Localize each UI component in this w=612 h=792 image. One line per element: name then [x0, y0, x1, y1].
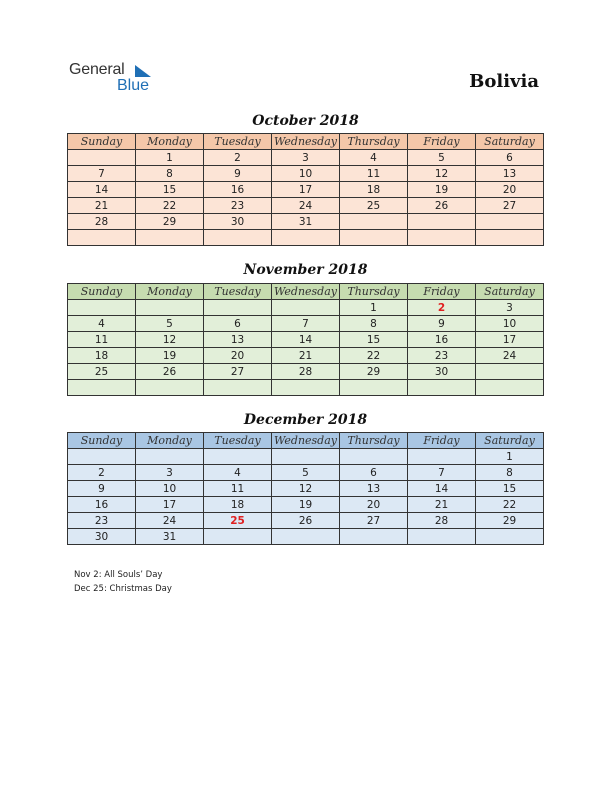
- day-cell: 15: [340, 332, 408, 348]
- empty-day-cell: [408, 214, 476, 230]
- day-cell: 6: [204, 316, 272, 332]
- weekday-header: Friday: [408, 284, 476, 300]
- weekday-header: Thursday: [340, 284, 408, 300]
- empty-day-cell: [136, 449, 204, 465]
- calendar-december: [67, 432, 544, 545]
- empty-day-cell: [204, 529, 272, 545]
- day-cell: 14: [272, 332, 340, 348]
- day-cell: 6: [340, 465, 408, 481]
- week-row: [68, 497, 544, 513]
- day-cell: 20: [476, 182, 544, 198]
- weekday-header: Tuesday: [204, 433, 272, 449]
- empty-day-cell: [408, 230, 476, 246]
- weekday-header-row: [68, 433, 544, 449]
- week-row: [68, 230, 544, 246]
- day-cell: 11: [204, 481, 272, 497]
- day-cell: 16: [204, 182, 272, 198]
- day-cell: 1: [476, 449, 544, 465]
- empty-day-cell: [136, 300, 204, 316]
- empty-day-cell: [340, 380, 408, 396]
- day-cell: 26: [136, 364, 204, 380]
- empty-day-cell: [340, 449, 408, 465]
- day-cell: 26: [408, 198, 476, 214]
- weekday-header: Friday: [408, 433, 476, 449]
- day-cell: 16: [408, 332, 476, 348]
- day-cell: 9: [68, 481, 136, 497]
- day-cell: 20: [340, 497, 408, 513]
- day-cell: 11: [340, 166, 408, 182]
- week-row: [68, 316, 544, 332]
- day-cell: 8: [340, 316, 408, 332]
- day-cell: 23: [68, 513, 136, 529]
- weekday-header: Monday: [136, 433, 204, 449]
- day-cell: 16: [68, 497, 136, 513]
- logo-word-general: General: [69, 61, 125, 78]
- day-cell: 17: [476, 332, 544, 348]
- weekday-header: Saturday: [476, 284, 544, 300]
- holiday-day-cell: 25: [204, 513, 272, 529]
- day-cell: 21: [408, 497, 476, 513]
- empty-day-cell: [68, 230, 136, 246]
- day-cell: 3: [272, 150, 340, 166]
- day-cell: 2: [204, 150, 272, 166]
- day-cell: 13: [340, 481, 408, 497]
- day-cell: 10: [136, 481, 204, 497]
- day-cell: 5: [272, 465, 340, 481]
- empty-day-cell: [272, 380, 340, 396]
- day-cell: 6: [476, 150, 544, 166]
- week-row: [68, 348, 544, 364]
- empty-day-cell: [476, 214, 544, 230]
- empty-day-cell: [408, 449, 476, 465]
- day-cell: 29: [136, 214, 204, 230]
- day-cell: 1: [136, 150, 204, 166]
- day-cell: 22: [136, 198, 204, 214]
- holiday-note: Nov 2: All Souls’ Day: [74, 570, 163, 580]
- empty-day-cell: [136, 230, 204, 246]
- holiday-notes: [74, 568, 172, 596]
- weekday-header: Thursday: [340, 433, 408, 449]
- month-title-october: October 2018: [252, 113, 359, 129]
- day-cell: 28: [272, 364, 340, 380]
- weekday-header: Sunday: [68, 134, 136, 150]
- weekday-header: Wednesday: [272, 284, 340, 300]
- empty-day-cell: [68, 380, 136, 396]
- day-cell: 8: [136, 166, 204, 182]
- day-cell: 7: [68, 166, 136, 182]
- day-cell: 24: [136, 513, 204, 529]
- day-cell: 10: [272, 166, 340, 182]
- empty-day-cell: [68, 449, 136, 465]
- calendar-body: [68, 300, 544, 396]
- weekday-header: Friday: [408, 134, 476, 150]
- logo-triangle-icon: [133, 63, 153, 79]
- week-row: [68, 529, 544, 545]
- day-cell: 3: [136, 465, 204, 481]
- empty-day-cell: [204, 380, 272, 396]
- empty-day-cell: [408, 380, 476, 396]
- day-cell: 13: [204, 332, 272, 348]
- day-cell: 12: [408, 166, 476, 182]
- month-title-december: December 2018: [243, 412, 368, 428]
- empty-day-cell: [340, 529, 408, 545]
- country-title: Bolivia: [469, 71, 539, 92]
- weekday-header: Sunday: [68, 433, 136, 449]
- weekday-header: Wednesday: [272, 134, 340, 150]
- day-cell: 27: [204, 364, 272, 380]
- day-cell: 19: [408, 182, 476, 198]
- day-cell: 8: [476, 465, 544, 481]
- week-row: [68, 481, 544, 497]
- day-cell: 10: [476, 316, 544, 332]
- day-cell: 4: [204, 465, 272, 481]
- day-cell: 9: [204, 166, 272, 182]
- day-cell: 23: [408, 348, 476, 364]
- day-cell: 21: [68, 198, 136, 214]
- day-cell: 19: [272, 497, 340, 513]
- day-cell: 4: [340, 150, 408, 166]
- weekday-header-row: [68, 134, 544, 150]
- day-cell: 17: [272, 182, 340, 198]
- day-cell: 22: [340, 348, 408, 364]
- week-row: [68, 150, 544, 166]
- empty-day-cell: [68, 300, 136, 316]
- empty-day-cell: [408, 529, 476, 545]
- day-cell: 14: [408, 481, 476, 497]
- day-cell: 27: [476, 198, 544, 214]
- day-cell: 14: [68, 182, 136, 198]
- empty-day-cell: [272, 230, 340, 246]
- empty-day-cell: [136, 380, 204, 396]
- day-cell: 18: [68, 348, 136, 364]
- day-cell: 25: [68, 364, 136, 380]
- day-cell: 12: [272, 481, 340, 497]
- day-cell: 4: [68, 316, 136, 332]
- empty-day-cell: [204, 300, 272, 316]
- empty-day-cell: [272, 300, 340, 316]
- week-row: [68, 214, 544, 230]
- empty-day-cell: [68, 150, 136, 166]
- day-cell: 3: [476, 300, 544, 316]
- empty-day-cell: [340, 214, 408, 230]
- week-row: [68, 513, 544, 529]
- day-cell: 24: [272, 198, 340, 214]
- day-cell: 28: [68, 214, 136, 230]
- day-cell: 18: [204, 497, 272, 513]
- week-row: [68, 449, 544, 465]
- day-cell: 9: [408, 316, 476, 332]
- day-cell: 23: [204, 198, 272, 214]
- calendar-november: [67, 283, 544, 396]
- weekday-header: Wednesday: [272, 433, 340, 449]
- weekday-header: Monday: [136, 284, 204, 300]
- empty-day-cell: [204, 449, 272, 465]
- empty-day-cell: [476, 364, 544, 380]
- day-cell: 2: [68, 465, 136, 481]
- month-title-november: November 2018: [243, 262, 368, 278]
- weekday-header: Saturday: [476, 134, 544, 150]
- empty-day-cell: [340, 230, 408, 246]
- weekday-header: Tuesday: [204, 134, 272, 150]
- empty-day-cell: [272, 449, 340, 465]
- day-cell: 12: [136, 332, 204, 348]
- weekday-header: Saturday: [476, 433, 544, 449]
- logo-word-blue: Blue: [117, 77, 150, 94]
- week-row: [68, 380, 544, 396]
- empty-day-cell: [476, 230, 544, 246]
- weekday-header: Sunday: [68, 284, 136, 300]
- day-cell: 7: [272, 316, 340, 332]
- holiday-day-cell: 2: [408, 300, 476, 316]
- empty-day-cell: [476, 529, 544, 545]
- day-cell: 29: [476, 513, 544, 529]
- day-cell: 1: [340, 300, 408, 316]
- weekday-header-row: [68, 284, 544, 300]
- day-cell: 21: [272, 348, 340, 364]
- weekday-header: Thursday: [340, 134, 408, 150]
- day-cell: 29: [340, 364, 408, 380]
- calendar-october: [67, 133, 544, 246]
- day-cell: 30: [204, 214, 272, 230]
- day-cell: 5: [408, 150, 476, 166]
- day-cell: 27: [340, 513, 408, 529]
- day-cell: 15: [476, 481, 544, 497]
- day-cell: 15: [136, 182, 204, 198]
- day-cell: 17: [136, 497, 204, 513]
- day-cell: 26: [272, 513, 340, 529]
- weekday-header: Tuesday: [204, 284, 272, 300]
- empty-day-cell: [476, 380, 544, 396]
- day-cell: 7: [408, 465, 476, 481]
- day-cell: 28: [408, 513, 476, 529]
- day-cell: 19: [136, 348, 204, 364]
- week-row: [68, 465, 544, 481]
- week-row: [68, 364, 544, 380]
- calendar-body: [68, 449, 544, 545]
- day-cell: 30: [68, 529, 136, 545]
- weekday-header: Monday: [136, 134, 204, 150]
- day-cell: 13: [476, 166, 544, 182]
- calendar-body: [68, 150, 544, 246]
- day-cell: 20: [204, 348, 272, 364]
- week-row: [68, 332, 544, 348]
- logo: [69, 61, 169, 95]
- day-cell: 30: [408, 364, 476, 380]
- day-cell: 31: [272, 214, 340, 230]
- week-row: [68, 198, 544, 214]
- day-cell: 11: [68, 332, 136, 348]
- day-cell: 25: [340, 198, 408, 214]
- empty-day-cell: [272, 529, 340, 545]
- day-cell: 31: [136, 529, 204, 545]
- day-cell: 24: [476, 348, 544, 364]
- day-cell: 18: [340, 182, 408, 198]
- week-row: [68, 300, 544, 316]
- week-row: [68, 182, 544, 198]
- holiday-note: Dec 25: Christmas Day: [74, 584, 172, 594]
- week-row: [68, 166, 544, 182]
- empty-day-cell: [204, 230, 272, 246]
- day-cell: 22: [476, 497, 544, 513]
- day-cell: 5: [136, 316, 204, 332]
